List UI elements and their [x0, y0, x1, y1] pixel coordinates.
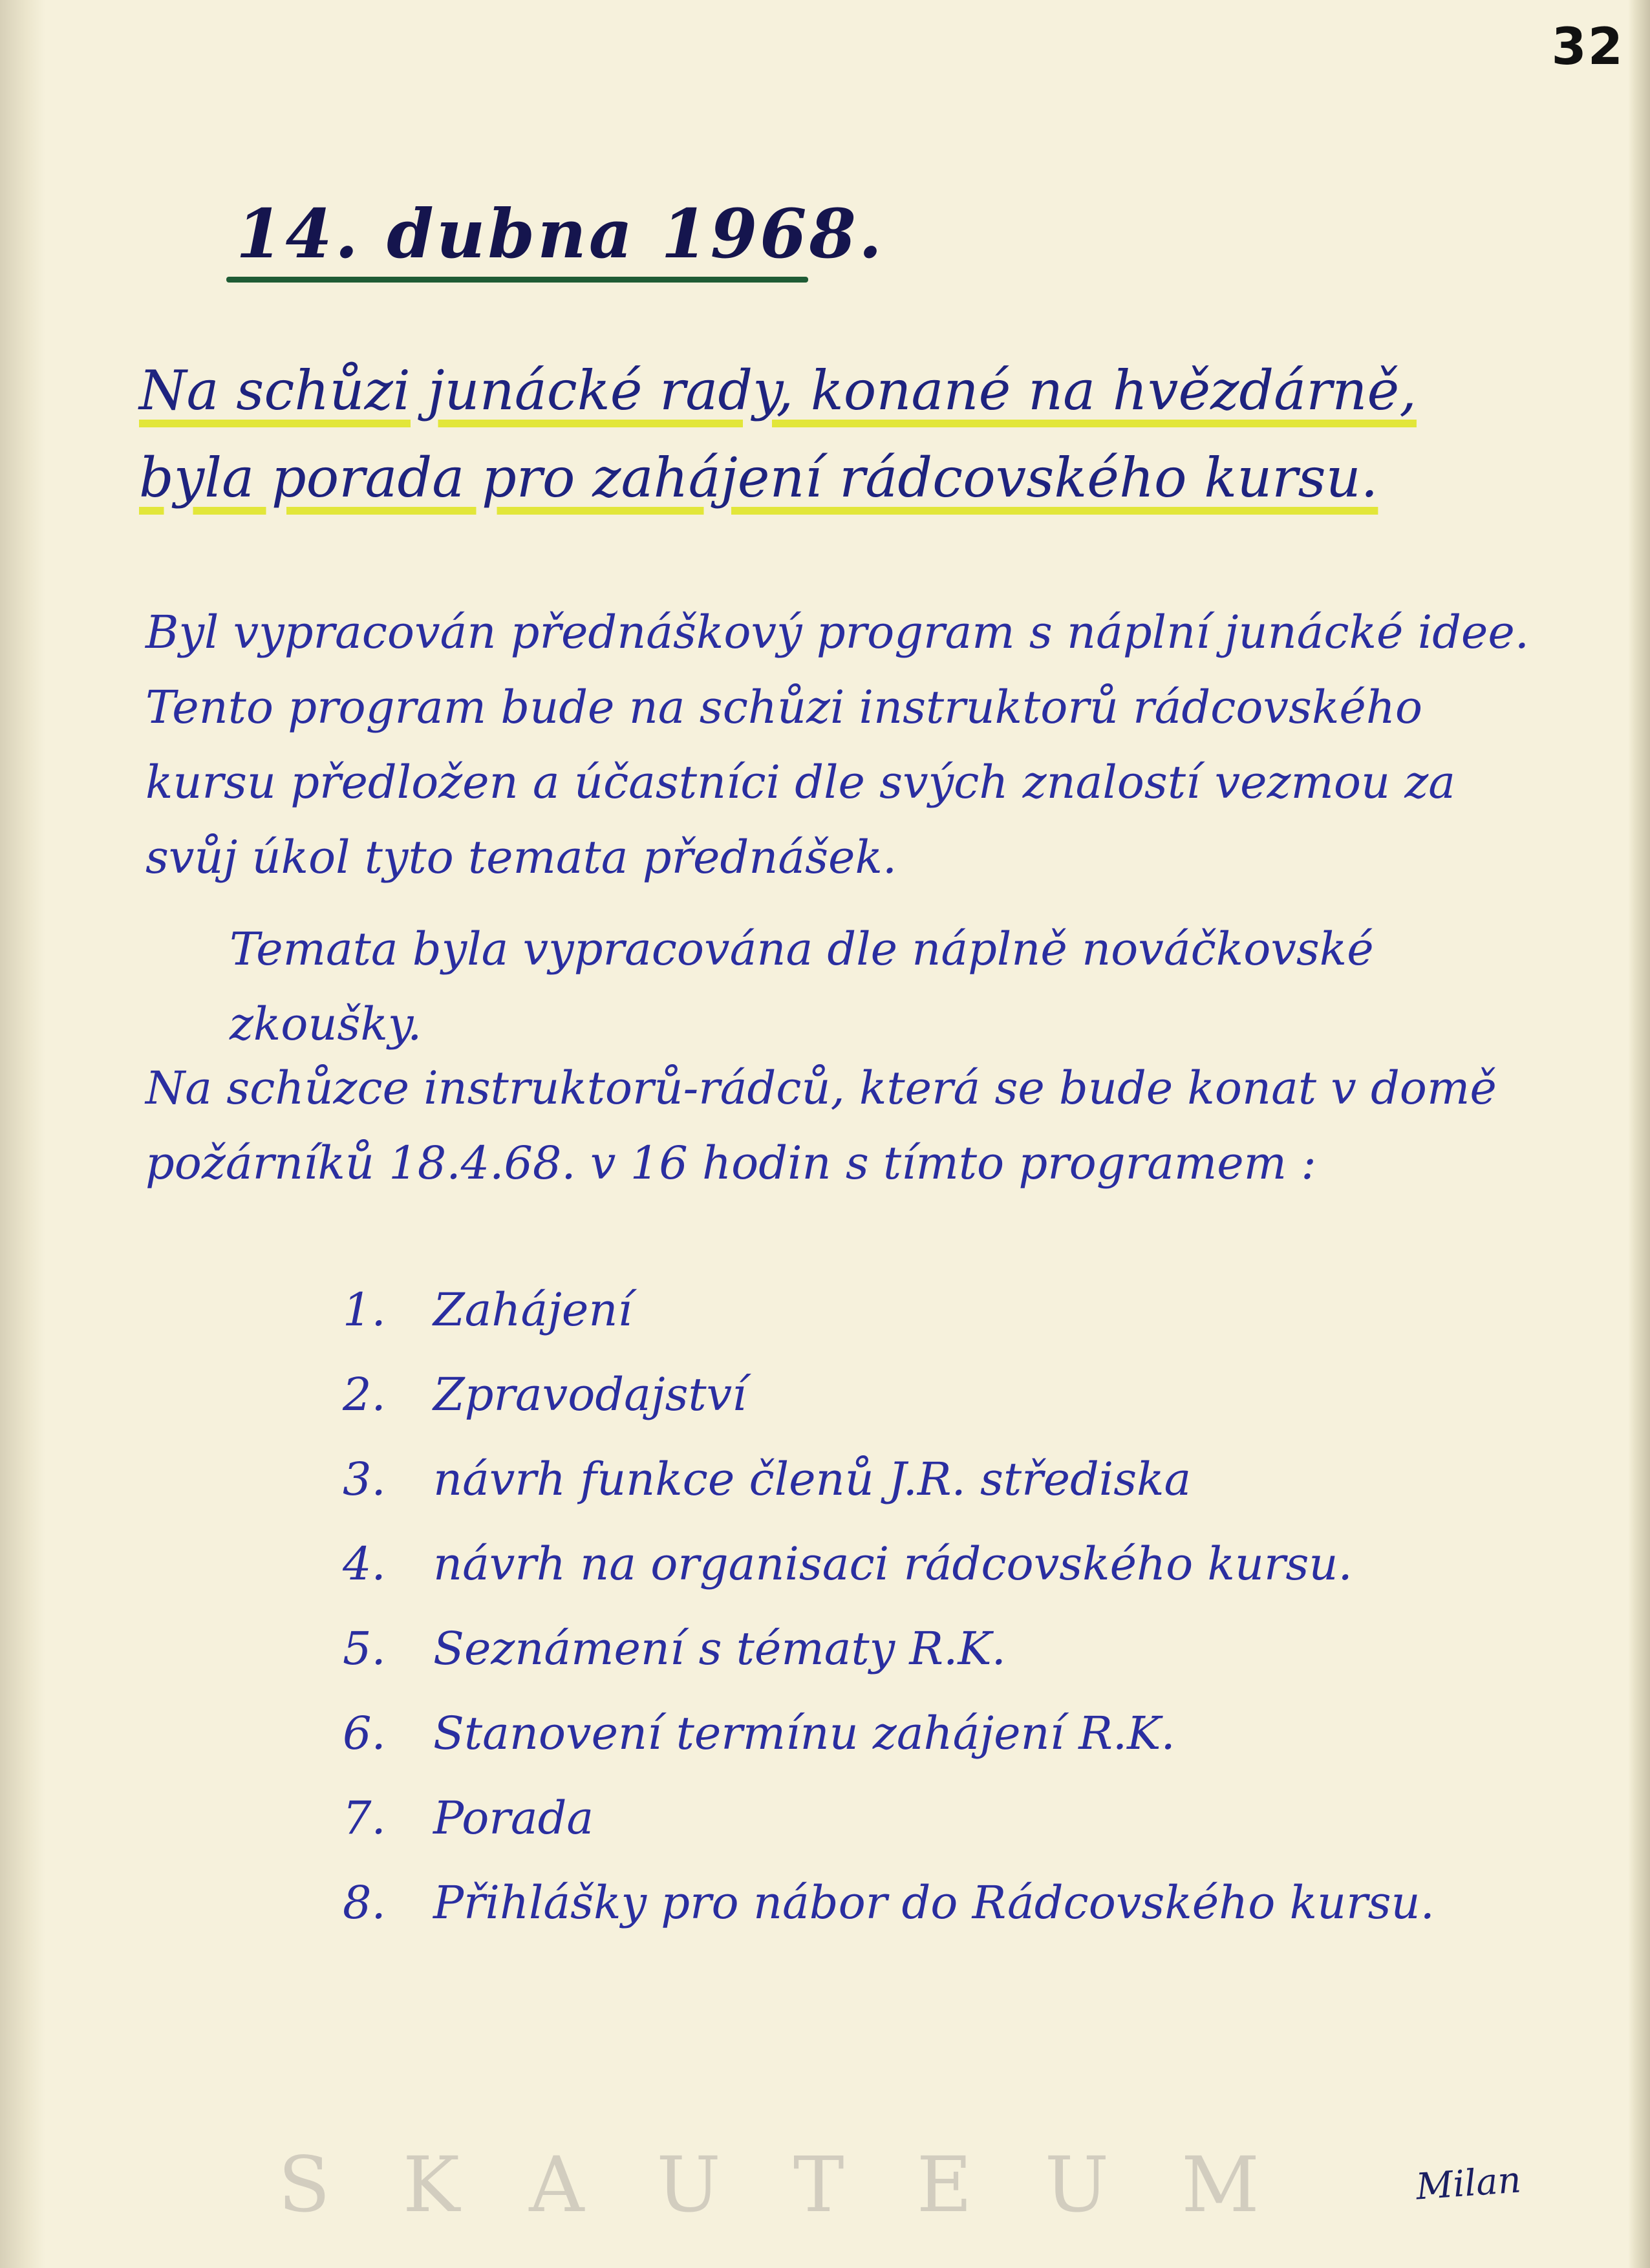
program-item-number: 8.: [343, 1876, 386, 1929]
program-item-number: 3.: [343, 1453, 386, 1506]
program-item-text: Zpravodajství: [433, 1368, 747, 1421]
program-item: [343, 1876, 1435, 1961]
headline-line-2-text: byla porada pro zahájení rádcovského kursu.: [139, 446, 1378, 509]
program-item-text: Zahájení: [433, 1283, 632, 1336]
paragraph-lecture-program: Byl vypracován přednáškový program s náplní junácké idee. Tento program bude na schůzi instruktorů rádcovského kursu předložen a účastníci dle svých znalostí vezmou za svůj úkol tyto temata přednášek.: [145, 606, 1529, 884]
headline-line-1-text: Na schůzi junácké rady, konané na hvězdárně,: [139, 359, 1417, 422]
program-item-text: Seznámení s tématy R.K.: [433, 1622, 1006, 1675]
program-item-number: 2.: [343, 1368, 386, 1421]
program-list: [343, 1283, 1435, 1961]
program-item-number: 6.: [343, 1707, 386, 1760]
signature: Milan: [1414, 2159, 1523, 2209]
page-number: 32: [1551, 18, 1624, 76]
paragraph-meeting: Na schůzce instruktorů-rádců, která se bude konat v domě požárníků 18.4.68. v 16 hodin s tímto programem :: [145, 1062, 1497, 1190]
program-item-number: 4.: [343, 1537, 386, 1590]
program-item-number: 1.: [343, 1283, 386, 1336]
date-underline: [226, 277, 808, 283]
program-item: [343, 1537, 1435, 1622]
program-item-text: Porada: [433, 1792, 594, 1845]
program-item-number: 5.: [343, 1622, 386, 1675]
program-item: [343, 1792, 1435, 1876]
program-item: [343, 1368, 1435, 1453]
program-item: [343, 1283, 1435, 1368]
paragraph-topics: Temata byla vypracována dle náplně nováčkovské zkoušky.: [230, 923, 1374, 1051]
headline-line-1: [139, 359, 1497, 422]
program-item: [343, 1707, 1435, 1792]
date-heading: 14. dubna 1968.: [236, 194, 885, 273]
program-item-text: Stanovení termínu zahájení R.K.: [433, 1707, 1175, 1760]
program-item-number: 7.: [343, 1792, 386, 1845]
program-item-text: Přihlášky pro nábor do Rádcovského kursu.: [433, 1876, 1435, 1929]
headline-line-2: [139, 446, 1497, 509]
program-item-text: návrh na organisaci rádcovského kursu.: [433, 1537, 1353, 1590]
program-item: [343, 1622, 1435, 1707]
skauteum-watermark: SKAUTEUM: [278, 2140, 1332, 2229]
program-item-text: návrh funkce členů J.R. střediska: [433, 1453, 1192, 1506]
program-item: [343, 1453, 1435, 1537]
